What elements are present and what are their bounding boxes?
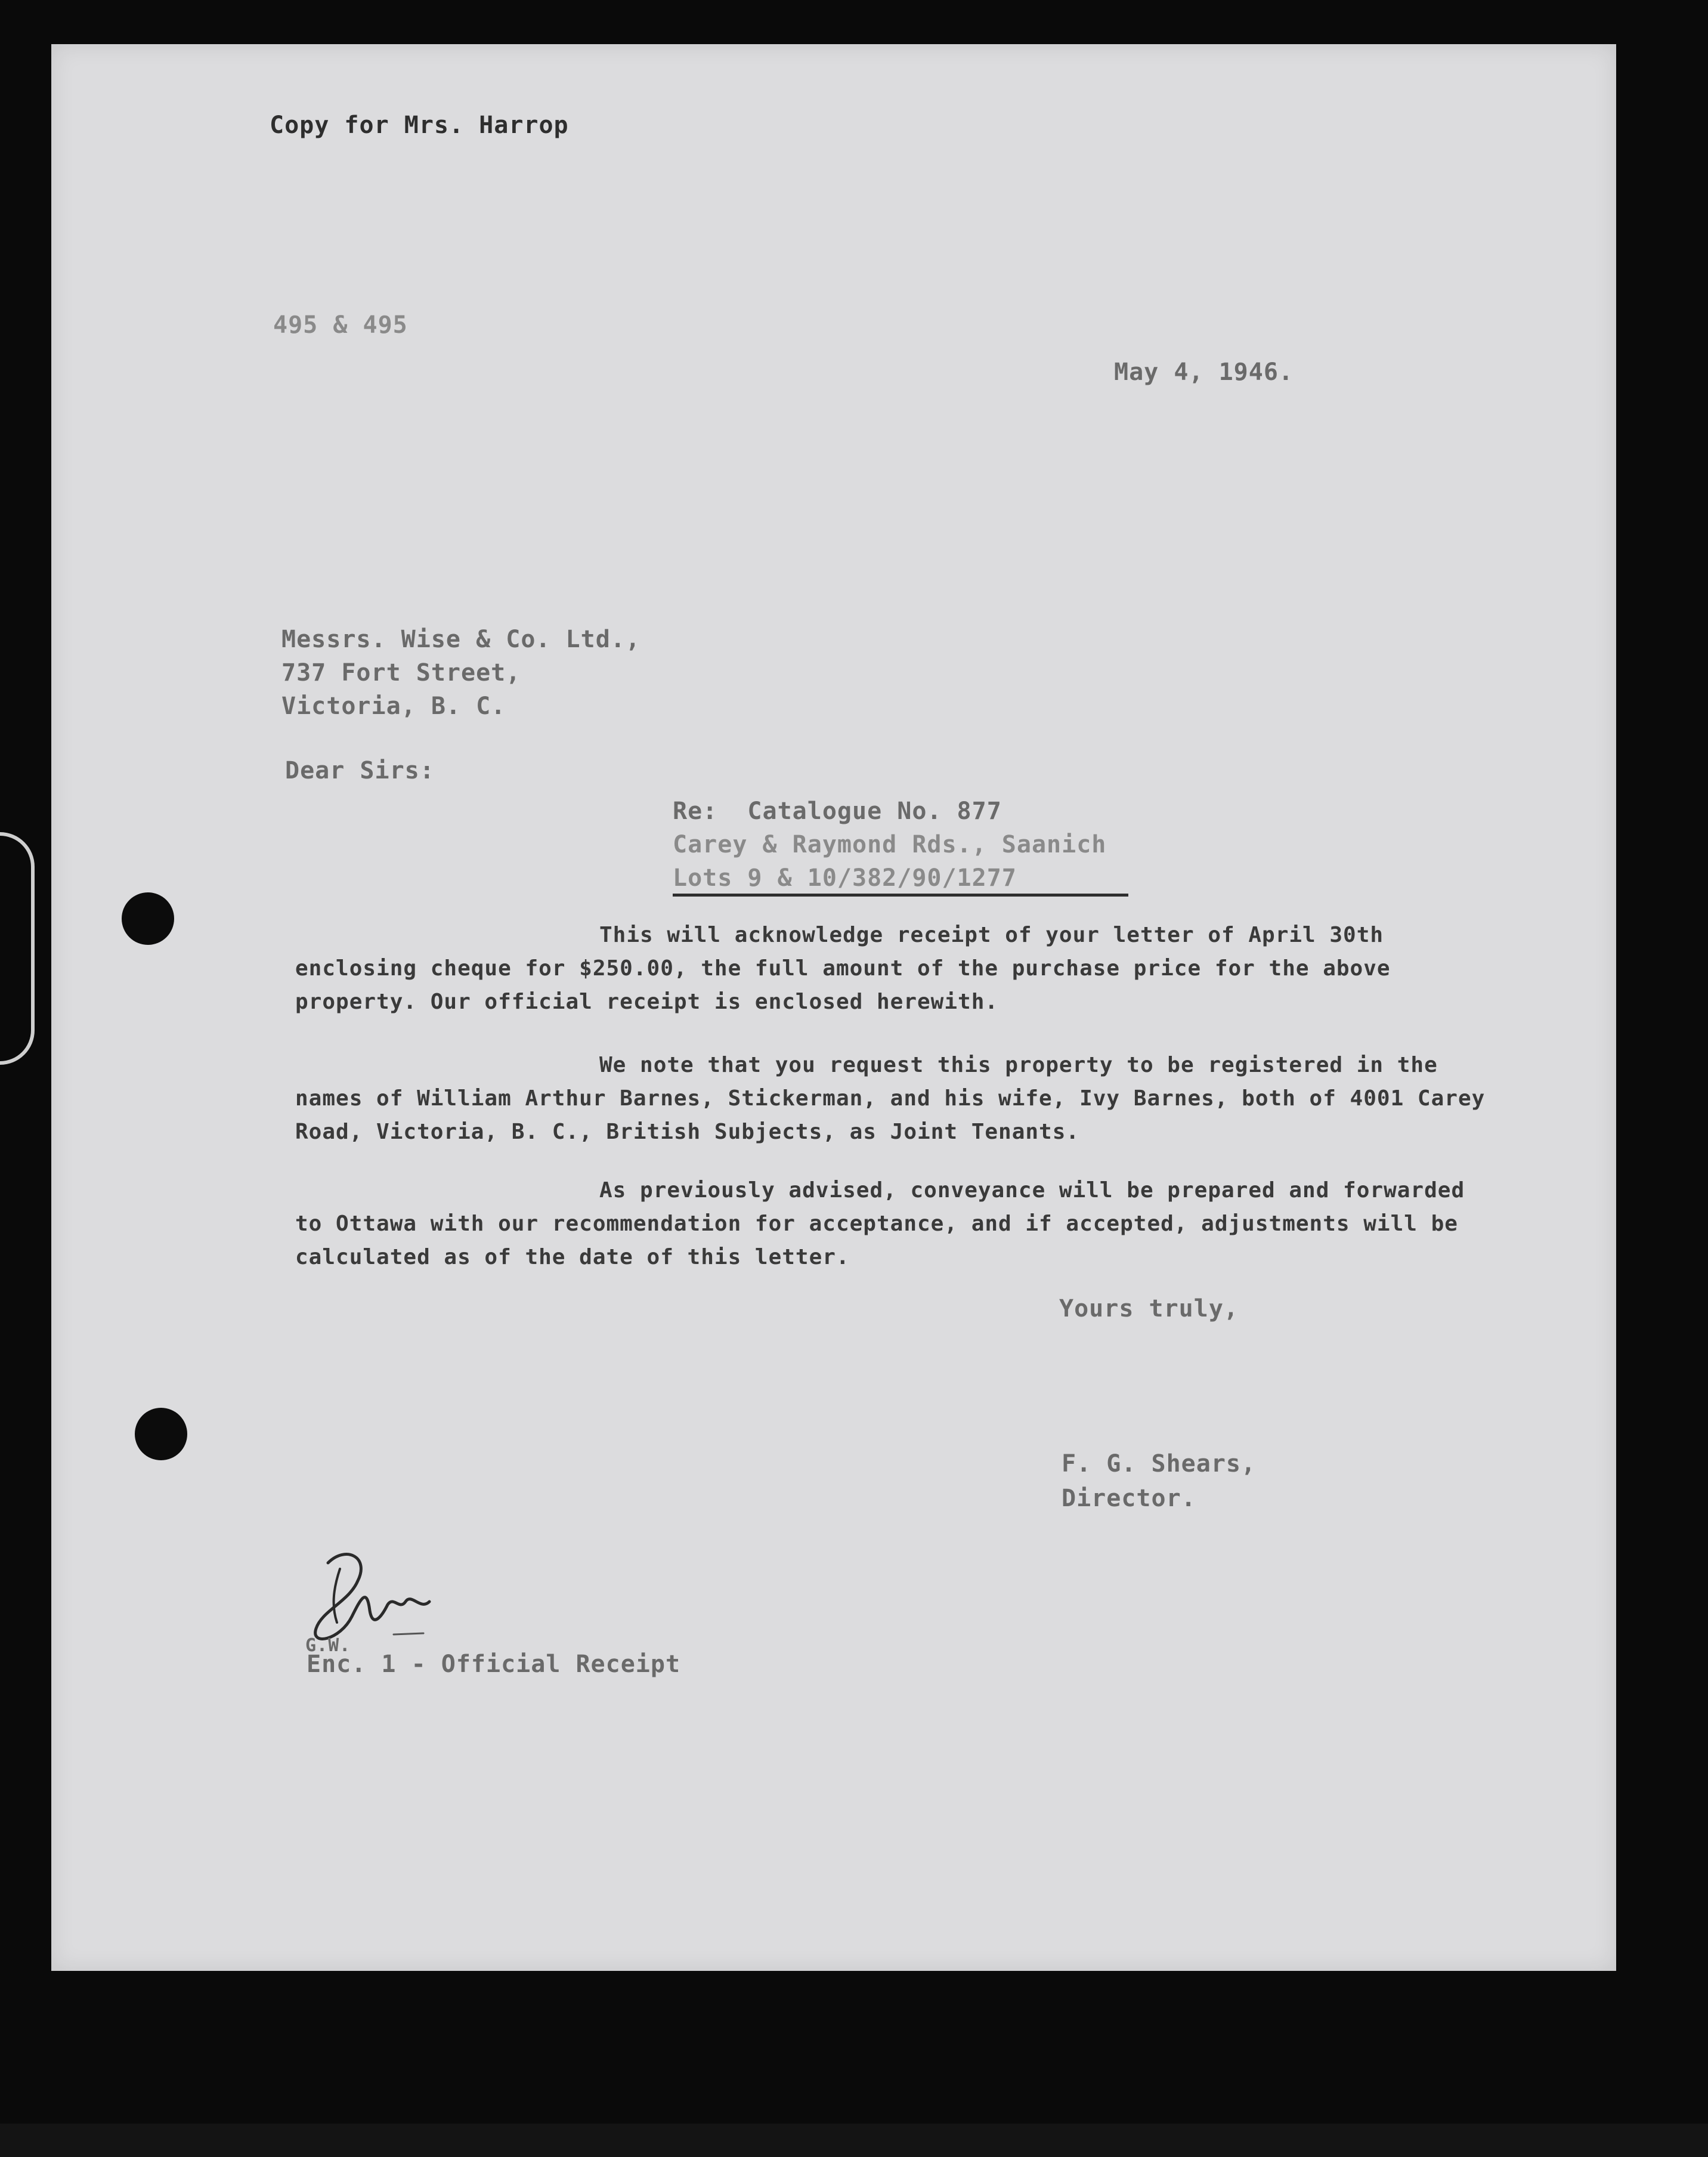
body-paragraph-3: As previously advised, conveyance will be prepared and forwarded to Ottawa with our recommendation for acceptance, and if accepted, adjustments will be calculated as of the date of this letter. [295,1178,1465,1269]
copy-note: Copy for Mrs. Harrop [270,112,569,139]
punch-hole-bottom [135,1408,187,1460]
address-line-2: 737 Fort Street, [281,659,521,687]
salutation: Dear Sirs: [285,757,435,784]
scan-bottom-edge [0,2124,1708,2157]
body-paragraph-1: This will acknowledge receipt of your letter of April 30th enclosing cheque for $250.00, the full amount of the purchase price for the above property. Our official receipt is enclosed herewith. [295,923,1391,1014]
punch-hole-top [122,892,174,945]
enclosure-note: Enc. 1 - Official Receipt [307,1651,681,1678]
typist-initials: G.W. [305,1635,351,1656]
file-numbers: 495 & 495 [273,311,408,339]
body-paragraph-2: We note that you request this property to be registered in the names of William Arthur Barnes, Stickerman, and his wife, Ivy Barnes, both of 4001 Carey Road, Victoria, B. C., British Subjects, as Joint Tenants. [295,1053,1486,1144]
signatory-name: F. G. Shears, [1062,1450,1257,1478]
letter-date: May 4, 1946. [1114,359,1294,386]
address-line-1: Messrs. Wise & Co. Ltd., [281,626,640,653]
reference-line-3: Lots 9 & 10/382/90/1277 [673,866,1128,897]
address-line-3: Victoria, B. C. [281,693,506,720]
signatory-title: Director. [1062,1485,1196,1512]
scan-binder-edge [0,832,35,1065]
closing: Yours truly, [1059,1295,1239,1322]
reference-line-1: Re: Catalogue No. 877 [673,798,1002,825]
reference-line-2: Carey & Raymond Rds., Saanich [673,831,1107,858]
